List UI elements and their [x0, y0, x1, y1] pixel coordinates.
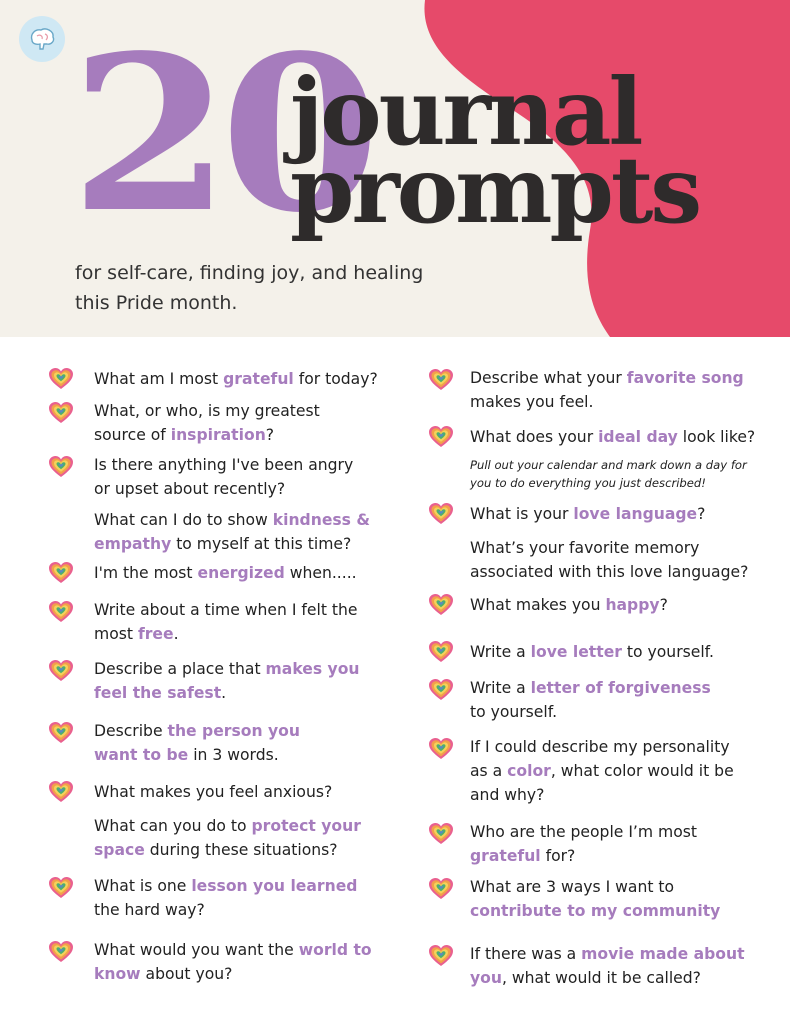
highlight-text: happy	[605, 596, 660, 614]
prompt-text: What makes you	[470, 596, 606, 614]
prompt-line	[470, 456, 770, 474]
prompt-text: Write about a time when I felt the	[94, 601, 358, 619]
prompt-text: .	[221, 684, 227, 702]
prompt-line	[470, 640, 770, 664]
highlight-text: makes you	[265, 660, 360, 678]
highlight-text: ideal day	[598, 428, 678, 446]
prompt-text: to yourself.	[621, 643, 714, 661]
prompt-line	[94, 814, 404, 838]
highlight-text: free	[137, 625, 174, 643]
prompt-text: ?	[659, 596, 668, 614]
prompt-line	[94, 477, 404, 501]
prompt-text: , what color would it be	[550, 762, 734, 780]
prompt-text: as a	[470, 762, 508, 780]
prompt-text: What can you do to	[94, 817, 252, 835]
highlight-text: kindness &	[272, 511, 370, 529]
prompt-right-1	[470, 366, 770, 414]
highlight-text: you	[470, 969, 502, 987]
rainbow-heart-icon	[428, 944, 454, 968]
prompt-right-4	[470, 502, 770, 526]
title-prompts: prompts	[290, 136, 700, 244]
prompt-text: most	[94, 625, 138, 643]
highlight-text: love letter	[530, 643, 622, 661]
prompt-line	[94, 898, 404, 922]
highlight-text: the person you	[167, 722, 300, 740]
prompt-line	[94, 938, 404, 962]
prompt-line	[94, 838, 404, 862]
prompt-text: What does your	[470, 428, 599, 446]
prompt-line	[94, 681, 404, 705]
prompt-line	[94, 367, 404, 391]
rainbow-heart-icon	[48, 659, 74, 683]
prompt-text: What am I most	[94, 370, 224, 388]
prompt-line	[470, 966, 770, 990]
prompt-right-2	[470, 425, 770, 449]
highlight-text: energized	[197, 564, 285, 582]
prompt-text: makes you feel.	[470, 393, 594, 411]
brain-logo-icon	[19, 16, 65, 62]
highlight-text: love language	[573, 505, 698, 523]
prompt-right-10	[470, 820, 770, 868]
prompt-right-7	[470, 640, 770, 664]
prompt-line	[470, 783, 770, 807]
prompt-text: .	[173, 625, 179, 643]
prompt-left-10	[94, 814, 404, 862]
prompt-line	[470, 425, 770, 449]
highlight-text: contribute to my community	[470, 902, 721, 920]
prompt-text: to myself at this time?	[171, 535, 352, 553]
prompt-line	[470, 820, 770, 844]
prompt-text: to yourself.	[470, 703, 558, 721]
highlight-text: space	[94, 841, 145, 859]
highlight-text: world to	[298, 941, 372, 959]
prompt-text: and why?	[470, 786, 545, 804]
prompt-line	[94, 719, 404, 743]
prompt-text: associated with this love language?	[470, 563, 749, 581]
prompt-line	[470, 502, 770, 526]
highlight-text: inspiration	[170, 426, 266, 444]
prompt-line	[94, 598, 404, 622]
prompt-right-12	[470, 942, 770, 990]
prompt-line	[94, 780, 404, 804]
prompt-right-11	[470, 875, 770, 923]
prompt-text: Who are the people I’m most	[470, 823, 698, 841]
rainbow-heart-icon	[428, 737, 454, 761]
rainbow-heart-icon	[48, 721, 74, 745]
prompt-left-5	[94, 561, 404, 585]
prompt-left-11	[94, 874, 404, 922]
prompt-text: during these situations?	[144, 841, 338, 859]
prompt-line	[470, 474, 770, 492]
prompt-line	[470, 536, 770, 560]
prompt-text: Write a	[470, 643, 531, 661]
highlight-text: lesson you learned	[191, 877, 358, 895]
prompt-line	[94, 423, 404, 447]
prompt-note-right-3	[470, 456, 770, 492]
prompt-line	[94, 508, 404, 532]
highlight-text: favorite song	[626, 369, 744, 387]
prompt-left-1	[94, 367, 404, 391]
prompt-text: Is there anything I've been angry	[94, 456, 354, 474]
prompt-line	[470, 560, 770, 584]
prompt-text: What is your	[470, 505, 574, 523]
prompt-text: the hard way?	[94, 901, 205, 919]
prompt-text: What’s your favorite memory	[470, 539, 700, 557]
subtitle-line-2: this Pride month.	[75, 292, 238, 314]
prompt-right-6	[470, 593, 770, 617]
prompt-left-8	[94, 719, 404, 767]
prompt-text: ?	[265, 426, 275, 444]
prompt-line	[470, 899, 770, 923]
rainbow-heart-icon	[428, 822, 454, 846]
prompt-text: What are 3 ways I want to	[470, 878, 675, 896]
prompt-right-9	[470, 735, 770, 807]
highlight-text: letter of forgiveness	[530, 679, 711, 697]
prompt-line	[94, 622, 404, 646]
prompt-line	[94, 657, 404, 681]
rainbow-heart-icon	[428, 368, 454, 392]
prompt-text: ?	[697, 505, 706, 523]
highlight-text: grateful	[470, 847, 541, 865]
prompt-text: What is one	[94, 877, 192, 895]
prompt-text: If I could describe my personality	[470, 738, 730, 756]
prompt-text: Describe what your	[470, 369, 627, 387]
prompt-line	[470, 390, 770, 414]
prompt-line	[94, 962, 404, 986]
rainbow-heart-icon	[48, 940, 74, 964]
rainbow-heart-icon	[48, 367, 74, 391]
prompt-left-2	[94, 399, 404, 447]
prompt-text: Pull out your calendar and mark down a day for	[470, 458, 747, 472]
prompt-line	[470, 366, 770, 390]
prompt-line	[470, 759, 770, 783]
prompt-text: Describe	[94, 722, 168, 740]
rainbow-heart-icon	[48, 780, 74, 804]
prompt-left-4	[94, 508, 404, 556]
rainbow-heart-icon	[48, 876, 74, 900]
prompt-left-6	[94, 598, 404, 646]
prompt-line	[470, 875, 770, 899]
subtitle-line-1: for self-care, finding joy, and healing	[75, 262, 424, 284]
prompt-text: Describe a place that	[94, 660, 266, 678]
highlight-text: movie made about	[581, 945, 745, 963]
prompt-line	[94, 532, 404, 556]
prompt-text: What would you want the	[94, 941, 299, 959]
prompt-text: What makes you feel anxious?	[94, 783, 333, 801]
highlight-text: feel the safest	[94, 684, 222, 702]
subtitle	[75, 258, 495, 318]
prompt-text: look like?	[677, 428, 756, 446]
prompt-left-7	[94, 657, 404, 705]
prompt-text: or upset about recently?	[94, 480, 286, 498]
highlight-text: color	[507, 762, 551, 780]
prompt-text: you to do everything you just described!	[470, 476, 706, 490]
prompt-line	[94, 453, 404, 477]
prompt-line	[470, 593, 770, 617]
prompt-text: for?	[540, 847, 576, 865]
prompt-left-9	[94, 780, 404, 804]
prompt-line	[470, 942, 770, 966]
prompt-text: about you?	[140, 965, 233, 983]
highlight-text: empathy	[94, 535, 172, 553]
prompt-text: in 3 words.	[188, 746, 279, 764]
prompt-left-3	[94, 453, 404, 501]
rainbow-heart-icon	[428, 425, 454, 449]
prompt-left-12	[94, 938, 404, 986]
rainbow-heart-icon	[428, 640, 454, 664]
header-banner	[0, 0, 790, 337]
prompt-line	[470, 844, 770, 868]
prompt-text: Write a	[470, 679, 531, 697]
rainbow-heart-icon	[428, 678, 454, 702]
rainbow-heart-icon	[428, 593, 454, 617]
prompt-line	[94, 743, 404, 767]
title-journal: journal	[290, 58, 641, 166]
rainbow-heart-icon	[48, 401, 74, 425]
rainbow-heart-icon	[48, 561, 74, 585]
prompt-text: when.....	[284, 564, 357, 582]
prompt-right-5	[470, 536, 770, 584]
title-number: 20	[70, 9, 371, 260]
prompt-line	[470, 735, 770, 759]
prompt-line	[470, 676, 770, 700]
rainbow-heart-icon	[428, 502, 454, 526]
highlight-text: want to be	[94, 746, 189, 764]
rainbow-heart-icon	[48, 600, 74, 624]
highlight-text: know	[94, 965, 141, 983]
prompt-text: source of	[94, 426, 171, 444]
prompt-right-8	[470, 676, 770, 724]
prompt-text: I'm the most	[94, 564, 198, 582]
rainbow-heart-icon	[428, 877, 454, 901]
prompt-line	[94, 874, 404, 898]
prompt-line	[94, 399, 404, 423]
highlight-text: protect your	[251, 817, 361, 835]
prompt-line	[94, 561, 404, 585]
prompt-text: , what would it be called?	[501, 969, 701, 987]
prompt-line	[470, 700, 770, 724]
prompt-text: What, or who, is my greatest	[94, 402, 320, 420]
highlight-text: grateful	[223, 370, 294, 388]
prompt-text: What can I do to show	[94, 511, 273, 529]
rainbow-heart-icon	[48, 455, 74, 479]
prompt-text: for today?	[293, 370, 378, 388]
prompt-text: If there was a	[470, 945, 582, 963]
